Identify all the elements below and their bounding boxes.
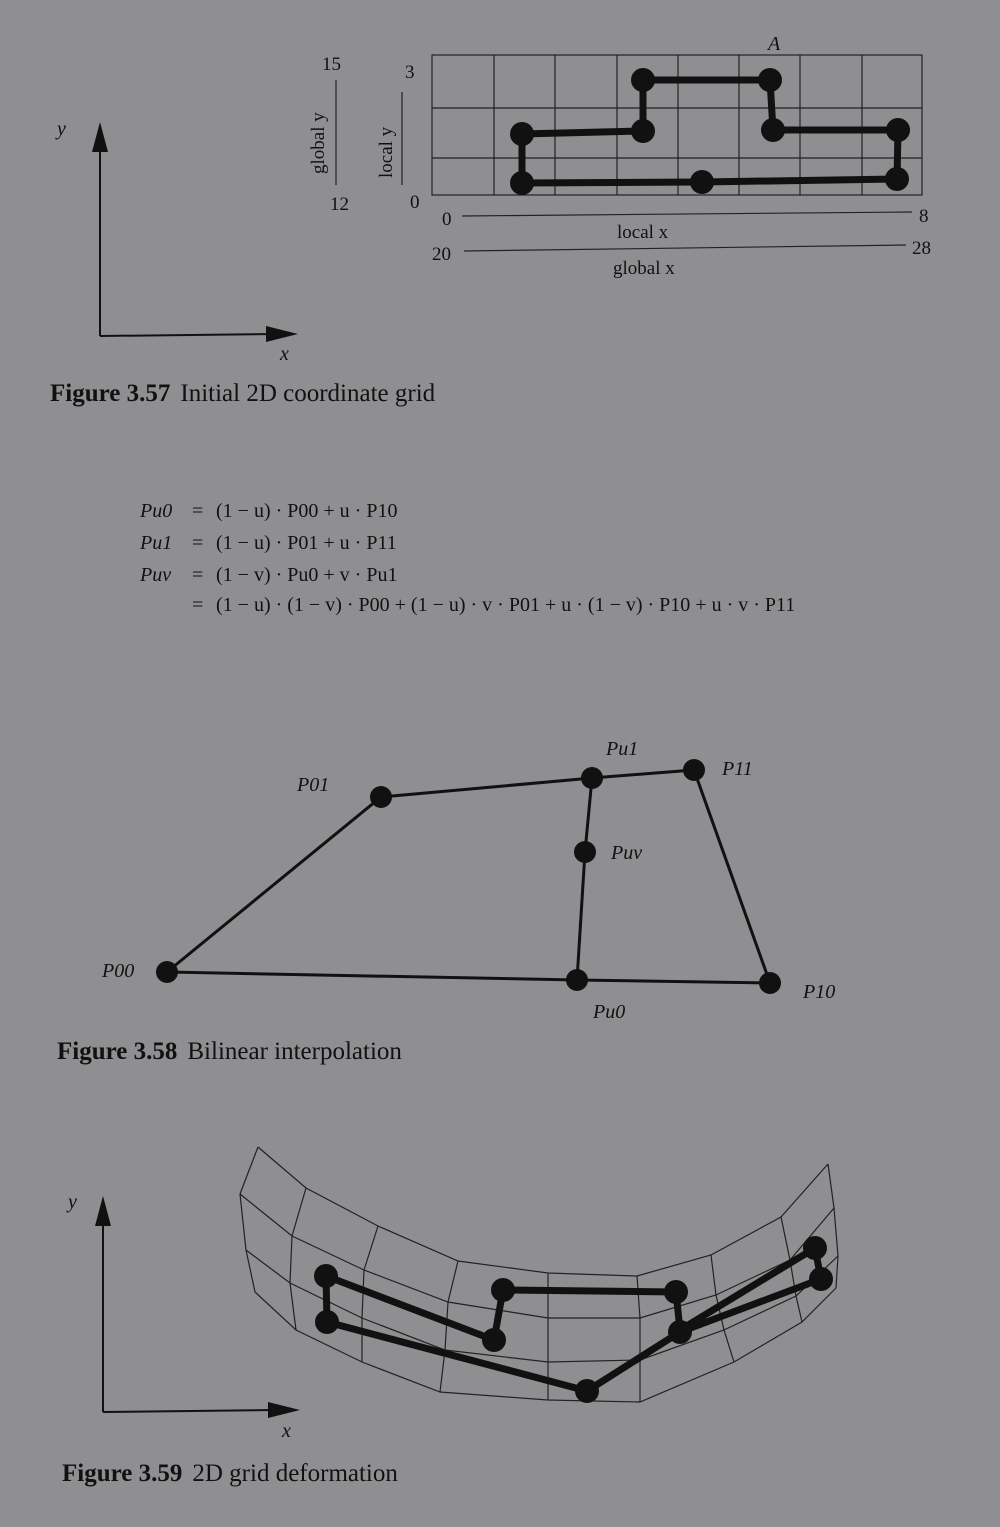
- equation-lhs: Pu0: [140, 500, 173, 522]
- fig58-point-p11: [683, 759, 705, 781]
- fig57-point: [885, 167, 909, 191]
- figure-3-58-caption: [57, 1038, 402, 1066]
- figure-number: Figure 3.59: [62, 1460, 183, 1487]
- fig58-point-p00: [156, 961, 178, 983]
- fig58-points: [156, 759, 781, 994]
- fig58-label-p00: P00: [102, 960, 135, 982]
- fig58-label-puv: Puv: [611, 842, 643, 864]
- fig58-point-p10: [759, 972, 781, 994]
- equation-rhs: (1 − u) · (1 − v) · P00 + (1 − u) · v · P01 + u · (1 − v) · P10 + u · v · P11: [216, 594, 796, 616]
- fig57-point: [510, 171, 534, 195]
- fig57-global-y-label: global y: [308, 112, 329, 174]
- figure-title: 2D grid deformation: [192, 1460, 398, 1487]
- fig57-local-x-right: 8: [919, 206, 929, 227]
- fig57-point-a-label: A: [768, 33, 781, 55]
- fig57-x-arrowhead: [266, 326, 298, 342]
- fig57-global-x-left: 20: [432, 244, 451, 265]
- fig57-axis-y-label: y: [57, 118, 66, 140]
- fig57-axes: [100, 145, 278, 336]
- equation-rhs: (1 − u) · P01 + u · P11: [216, 532, 397, 554]
- fig59-point: [803, 1236, 827, 1260]
- fig57-global-x-right: 28: [912, 238, 931, 259]
- fig59-axis-x-label: x: [282, 1420, 291, 1442]
- fig58-label-p01: P01: [297, 774, 330, 796]
- fig59-point: [482, 1328, 506, 1352]
- fig57-point: [631, 68, 655, 92]
- fig58-point-p01: [370, 786, 392, 808]
- fig57-point-a: [758, 68, 782, 92]
- fig57-local-x-left: 0: [442, 209, 452, 230]
- fig57-global-x-scale: [464, 245, 906, 251]
- fig57-point: [690, 170, 714, 194]
- fig59-x-arrowhead: [268, 1402, 300, 1418]
- fig57-global-x-label: global x: [613, 258, 675, 279]
- fig59-point: [314, 1264, 338, 1288]
- equation-rhs: (1 − v) · Pu0 + v · Pu1: [216, 564, 398, 586]
- fig57-local-y-label: local y: [376, 126, 397, 178]
- equation-rhs: (1 − u) · P00 + u · P10: [216, 500, 398, 522]
- fig57-local-x-scale: [462, 212, 912, 216]
- fig57-y-arrowhead: [92, 122, 108, 152]
- fig58-point-pu0: [566, 969, 588, 991]
- fig57-object-outline: [522, 80, 898, 183]
- fig59-point: [315, 1310, 339, 1334]
- equation-lhs: Pu1: [140, 532, 173, 554]
- fig57-global-y-top: 15: [322, 54, 341, 75]
- figure-3-57-caption: [50, 380, 435, 408]
- fig59-object-points: [314, 1236, 833, 1403]
- fig58-label-p10: P10: [803, 981, 836, 1003]
- fig58-point-puv: [574, 841, 596, 863]
- equation-op: =: [192, 532, 204, 554]
- fig58-label-p11: P11: [722, 758, 753, 780]
- fig59-point: [491, 1278, 515, 1302]
- fig57-local-y-bottom: 0: [410, 192, 420, 213]
- fig57-local-y-top: 3: [405, 62, 415, 83]
- fig59-axes: [103, 1220, 272, 1412]
- fig59-point: [809, 1267, 833, 1291]
- figure-number: Figure 3.58: [57, 1038, 178, 1065]
- fig58-label-pu0: Pu0: [593, 1001, 626, 1023]
- fig57-point: [761, 118, 785, 142]
- fig57-local-x-label: local x: [617, 222, 669, 243]
- fig57-grid: [432, 55, 922, 195]
- fig58-quad: [167, 770, 770, 983]
- equation-lhs: Puv: [140, 564, 172, 586]
- equation-op: =: [192, 594, 204, 616]
- equation-op: =: [192, 500, 204, 522]
- fig58-label-pu1: Pu1: [606, 738, 639, 760]
- equation-op: =: [192, 564, 204, 586]
- fig58-point-pu1: [581, 767, 603, 789]
- fig59-point: [575, 1379, 599, 1403]
- figure-title: Bilinear interpolation: [187, 1038, 402, 1065]
- fig59-y-arrowhead: [95, 1196, 111, 1226]
- figure-number: Figure 3.57: [50, 380, 171, 407]
- figure-title: Initial 2D coordinate grid: [180, 380, 436, 407]
- fig59-point: [668, 1320, 692, 1344]
- fig59-axis-y-label: y: [68, 1191, 77, 1213]
- fig57-point: [631, 119, 655, 143]
- fig57-point: [886, 118, 910, 142]
- figure-3-59-caption: [62, 1460, 398, 1488]
- fig59-point: [664, 1280, 688, 1304]
- fig57-global-y-bottom: 12: [330, 194, 349, 215]
- fig57-point: [510, 122, 534, 146]
- fig57-axis-x-label: x: [280, 343, 289, 365]
